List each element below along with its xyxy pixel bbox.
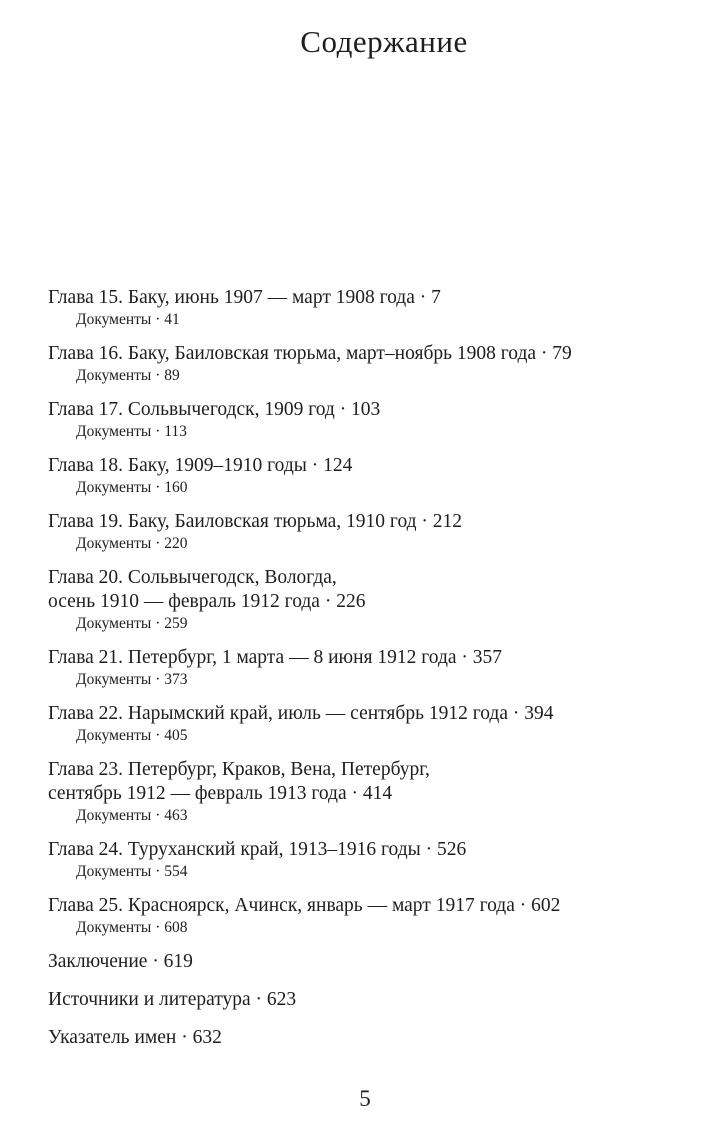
page-title: Содержание [300,24,468,59]
documents-line: Документы · 89 [76,367,180,384]
chapter-title: Глава 19. Баку, Баиловская тюрьма, 1910 год · 212 [48,511,463,532]
toc-entry-chapter-20 [48,566,698,634]
chapter-title: Глава 21. Петербург, 1 марта — 8 июня 1912 года · 357 [48,647,503,668]
toc-entry-index [48,1026,698,1050]
documents-line: Документы · 160 [76,479,188,496]
sources-title: Источники и литература · 623 [48,989,297,1010]
documents-line: Документы · 373 [76,671,188,688]
conclusion-title: Заключение · 619 [48,951,193,972]
documents-line: Документы · 41 [76,311,180,328]
documents-line: Документы · 113 [76,423,187,440]
chapter-title: Глава 16. Баку, Баиловская тюрьма, март–ноябрь 1908 года · 79 [48,343,572,364]
toc-entry-chapter-18 [48,454,698,498]
documents-line: Документы · 405 [76,727,188,744]
documents-line: Документы · 463 [76,807,188,824]
table-of-contents [48,286,698,1064]
toc-entry-chapter-16 [48,342,698,386]
toc-entry-chapter-25 [48,894,698,938]
chapter-title: Глава 17. Сольвычегодск, 1909 год · 103 [48,399,381,420]
chapter-title: Глава 25. Красноярск, Ачинск, январь — март 1917 года · 602 [48,895,561,916]
toc-entry-chapter-19 [48,510,698,554]
chapter-title: Глава 24. Туруханский край, 1913–1916 годы · 526 [48,839,467,860]
toc-entry-chapter-22 [48,702,698,746]
chapter-title: Глава 22. Нарымский край, июль — сентябрь 1912 года · 394 [48,703,554,724]
toc-entry-conclusion [48,950,698,974]
chapter-title: Глава 15. Баку, июнь 1907 — март 1908 года · 7 [48,287,441,308]
toc-entry-sources [48,988,698,1012]
chapter-title-line-2: сентябрь 1912 — февраль 1913 года · 414 [48,783,393,804]
chapter-title: Глава 18. Баку, 1909–1910 годы · 124 [48,455,353,476]
toc-entry-chapter-24 [48,838,698,882]
documents-line: Документы · 608 [76,919,188,936]
toc-entry-chapter-23 [48,758,698,826]
toc-entry-chapter-15 [48,286,698,330]
name-index-title: Указатель имен · 632 [48,1027,222,1048]
chapter-title-line-1: Глава 20. Сольвычегодск, Вологда, [48,567,337,588]
toc-entry-chapter-17 [48,398,698,442]
chapter-title-line-1: Глава 23. Петербург, Краков, Вена, Петербург, [48,759,430,780]
toc-entry-chapter-21 [48,646,698,690]
page-number: 5 [359,1086,371,1111]
documents-line: Документы · 259 [76,615,188,632]
documents-line: Документы · 554 [76,863,188,880]
documents-line: Документы · 220 [76,535,188,552]
chapter-title-line-2: осень 1910 — февраль 1912 года · 226 [48,591,366,612]
